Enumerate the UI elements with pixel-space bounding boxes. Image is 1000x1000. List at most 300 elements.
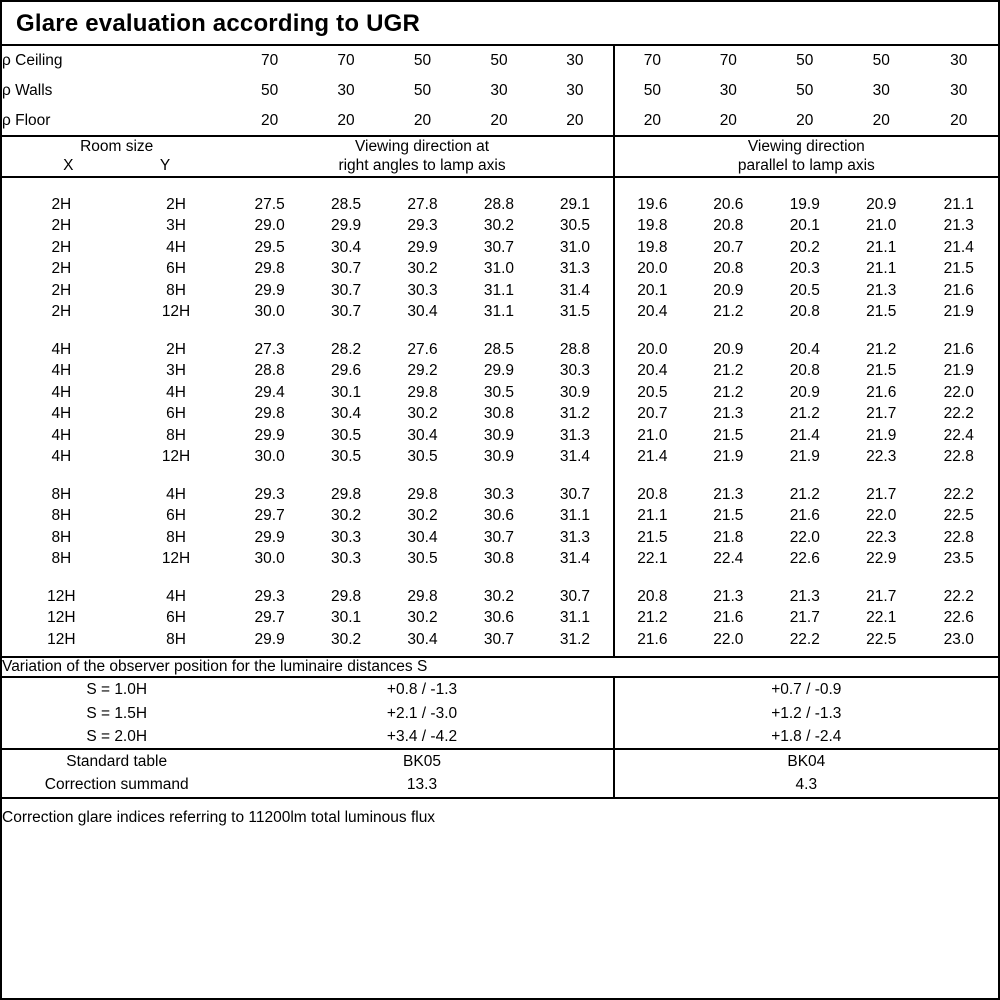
- ugr-value: 29.3: [254, 587, 285, 605]
- room-y: 6H: [166, 609, 186, 626]
- ugr-value: 29.8: [254, 260, 285, 277]
- room-x: 2H: [51, 217, 72, 234]
- table-row: [2, 194, 998, 216]
- ugr-value: 21.6: [614, 629, 690, 658]
- column-header-row: [2, 136, 998, 177]
- ugr-value: 22.4: [713, 550, 744, 567]
- viewing-direction-perpendicular-header: [231, 136, 613, 177]
- reflectance-value: 50: [796, 52, 814, 69]
- ugr-value: 21.1: [943, 195, 974, 213]
- ugr-value: 21.5: [943, 260, 974, 277]
- spacer: [2, 468, 998, 484]
- ugr-value: 28.8: [559, 340, 590, 358]
- reflectance-label: ρ Ceiling: [2, 52, 63, 69]
- ugr-value: 29.9: [254, 281, 285, 299]
- spacer: [2, 570, 998, 586]
- ugr-value: 22.0: [690, 629, 766, 658]
- ugr-value: 30.5: [483, 383, 515, 401]
- variation-note: Variation of the observer position for the luminaire distances S: [2, 657, 998, 677]
- ugr-value: 31.1: [559, 609, 590, 626]
- table-row: [2, 446, 998, 468]
- room-y: 4H: [166, 485, 186, 503]
- reflectance-value: 30: [337, 82, 355, 99]
- table-row: [2, 425, 998, 447]
- ugr-value: 21.6: [789, 507, 820, 524]
- room-x: 4H: [51, 448, 72, 465]
- ugr-value: 22.5: [943, 507, 974, 524]
- ugr-value: 20.5: [789, 281, 820, 299]
- room-x: 8H: [51, 550, 72, 567]
- ugr-value: 20.1: [789, 217, 820, 234]
- ugr-value: 20.7: [713, 238, 744, 256]
- ugr-value: 20.5: [614, 382, 690, 404]
- ugr-value: 29.7: [254, 609, 285, 626]
- variation-labels: [2, 677, 231, 749]
- ugr-value: 21.1: [866, 238, 897, 256]
- ugr-value: 21.0: [614, 425, 690, 447]
- standard-table-value: BK05: [403, 753, 441, 770]
- ugr-value: 21.1: [866, 260, 897, 277]
- ugr-value: 20.2: [789, 238, 820, 256]
- ugr-value: 30.3: [483, 485, 515, 503]
- ugr-value: 30.9: [483, 448, 515, 465]
- ugr-value: 30.2: [308, 629, 384, 658]
- table-row: [2, 629, 998, 658]
- ugr-main-table: [2, 46, 998, 827]
- ugr-value: 22.1: [614, 548, 690, 570]
- dir-perp-line1: Viewing direction at: [354, 138, 490, 155]
- table-row: [2, 339, 998, 361]
- ugr-value: 21.9: [866, 426, 897, 444]
- ugr-value: 21.1: [614, 505, 690, 527]
- ugr-value: 30.7: [559, 485, 590, 503]
- ugr-value: 31.4: [559, 550, 590, 567]
- ugr-value: 20.9: [789, 383, 820, 401]
- ugr-value: 27.6: [407, 340, 438, 358]
- variation-value: +1.2 / -1.3: [771, 704, 842, 722]
- ugr-value: 21.8: [713, 528, 744, 546]
- table-row: [2, 301, 998, 323]
- spacer: [2, 177, 998, 194]
- ugr-value: 21.3: [713, 405, 744, 422]
- ugr-value: 29.8: [407, 485, 438, 503]
- room-y: 8H: [121, 629, 232, 658]
- ugr-value: 21.7: [789, 609, 820, 626]
- ugr-value: 20.6: [713, 195, 744, 213]
- ugr-value: 29.2: [407, 362, 438, 379]
- reflectance-label: ρ Walls: [2, 82, 53, 99]
- ugr-value: 21.7: [866, 405, 897, 422]
- ugr-value: 20.8: [614, 586, 690, 608]
- room-y: 8H: [166, 528, 186, 546]
- ugr-value: 20.9: [713, 340, 744, 358]
- room-x: 8H: [51, 485, 72, 503]
- room-y: 4H: [166, 587, 186, 605]
- ugr-value: 22.2: [943, 587, 974, 605]
- standard-table-labels: [2, 749, 231, 798]
- ugr-value: 23.0: [919, 629, 998, 658]
- room-x: 4H: [51, 405, 72, 422]
- ugr-value: 30.0: [254, 303, 285, 320]
- ugr-value: 22.9: [866, 550, 897, 567]
- ugr-value: 30.6: [483, 609, 515, 626]
- table-row: [2, 548, 998, 570]
- ugr-value: 30.3: [559, 362, 590, 379]
- ugr-value: 23.5: [943, 550, 974, 567]
- ugr-value: 29.6: [330, 362, 362, 379]
- spacer: [2, 323, 998, 339]
- ugr-value: 30.2: [407, 507, 438, 524]
- ugr-value: 22.0: [943, 383, 974, 401]
- ugr-value: 29.4: [254, 383, 285, 401]
- footer-note: Correction glare indices referring to 11200lm total luminous flux: [2, 808, 436, 826]
- ugr-value: 20.8: [713, 217, 744, 234]
- table-row: [2, 215, 998, 237]
- room-x: 12H: [47, 587, 76, 605]
- ugr-value: 20.4: [614, 360, 690, 382]
- ugr-value: 20.8: [614, 484, 690, 506]
- ugr-value: 20.0: [614, 339, 690, 361]
- ugr-value: 28.8: [483, 195, 515, 213]
- ugr-value: 31.2: [537, 629, 613, 658]
- variation-label: S = 1.5H: [86, 704, 148, 722]
- ugr-value: 19.9: [789, 195, 820, 213]
- ugr-value: 21.3: [789, 587, 820, 605]
- ugr-value: 27.3: [254, 340, 285, 358]
- ugr-value: 29.8: [407, 587, 438, 605]
- ugr-value: 22.8: [943, 448, 974, 465]
- ugr-value: 20.8: [713, 260, 744, 277]
- standard-table-label: Standard table: [66, 753, 168, 770]
- reflectance-value: 30: [719, 82, 737, 99]
- ugr-value: 30.4: [384, 629, 460, 658]
- ugr-value: 30.1: [330, 609, 362, 626]
- ugr-value: 30.4: [407, 528, 438, 546]
- ugr-value: 30.2: [483, 217, 515, 234]
- reflectance-value: 50: [872, 52, 890, 69]
- ugr-value: 21.4: [943, 238, 974, 256]
- reflectance-value: 50: [413, 82, 432, 99]
- reflectance-row-ceiling: [2, 46, 998, 76]
- room-x: 2H: [51, 303, 72, 320]
- ugr-value: 31.5: [559, 303, 590, 320]
- ugr-value: 31.2: [559, 405, 590, 422]
- reflectance-value: 50: [413, 52, 432, 69]
- standard-table-row: [2, 749, 998, 798]
- room-x: 8H: [51, 528, 72, 546]
- room-y: 8H: [166, 281, 186, 299]
- variation-label: S = 1.0H: [86, 681, 148, 699]
- ugr-value: 22.0: [789, 528, 820, 546]
- ugr-value: 21.2: [614, 607, 690, 629]
- ugr-value: 29.8: [407, 383, 438, 401]
- ugr-value: 30.3: [330, 550, 362, 567]
- ugr-value: 22.2: [767, 629, 843, 658]
- ugr-value: 27.5: [254, 195, 285, 213]
- ugr-value: 21.5: [866, 362, 897, 379]
- room-y: 6H: [166, 260, 186, 277]
- ugr-value: 21.5: [614, 527, 690, 549]
- room-x: 2H: [51, 195, 72, 213]
- ugr-value: 30.7: [461, 629, 537, 658]
- ugr-value: 28.2: [330, 340, 362, 358]
- room-x: 4H: [51, 383, 72, 401]
- reflectance-value: 30: [872, 82, 890, 99]
- room-x: 4H: [51, 426, 72, 444]
- footer-row: [2, 798, 998, 827]
- reflectance-value: 70: [614, 46, 690, 76]
- ugr-value: 21.6: [713, 609, 744, 626]
- ugr-value: 21.7: [866, 485, 897, 503]
- ugr-value: 21.6: [943, 340, 974, 358]
- reflectance-value: 20: [690, 106, 766, 136]
- room-y: 2H: [166, 195, 186, 213]
- room-x: 4H: [51, 340, 72, 358]
- ugr-value: 30.9: [559, 383, 590, 401]
- ugr-value: 20.4: [789, 340, 820, 358]
- ugr-value: 31.4: [559, 281, 590, 299]
- reflectance-value: 20: [461, 106, 537, 136]
- ugr-value: 20.9: [866, 195, 897, 213]
- reflectance-value: 30: [566, 52, 584, 69]
- room-y: 8H: [166, 426, 186, 444]
- table-row: [2, 403, 998, 425]
- ugr-value: 21.5: [713, 426, 744, 444]
- ugr-value: 29.9: [330, 217, 362, 234]
- reflectance-value: 20: [767, 106, 843, 136]
- room-y: 4H: [166, 238, 186, 256]
- ugr-value: 20.8: [789, 362, 820, 379]
- ugr-value: 21.4: [614, 446, 690, 468]
- room-y: 12H: [161, 550, 191, 567]
- ugr-value: 20.7: [614, 403, 690, 425]
- ugr-value: 30.3: [407, 281, 438, 299]
- ugr-value: 22.3: [866, 448, 897, 465]
- reflectance-value: 20: [614, 106, 690, 136]
- ugr-value: 30.9: [483, 426, 515, 444]
- reflectance-value: 20: [537, 106, 613, 136]
- ugr-value: 30.2: [407, 260, 438, 277]
- variation-value: +3.4 / -4.2: [386, 727, 458, 745]
- ugr-value: 30.2: [407, 405, 438, 422]
- ugr-value: 21.3: [713, 485, 744, 503]
- ugr-value: 28.5: [330, 195, 362, 213]
- reflectance-value: 30: [950, 82, 968, 99]
- variation-value: +2.1 / -3.0: [386, 704, 458, 722]
- dir-perp-line2: right angles to lamp axis: [338, 157, 506, 175]
- ugr-value: 22.2: [943, 485, 974, 503]
- correction-summand-value: 13.3: [406, 776, 438, 794]
- reflectance-value: 70: [719, 52, 737, 69]
- page-title: Glare evaluation according to UGR: [16, 10, 421, 37]
- reflectance-value: 30: [566, 82, 584, 99]
- ugr-value: 21.3: [943, 217, 974, 234]
- ugr-value: 31.1: [483, 303, 515, 320]
- table-row: [2, 505, 998, 527]
- ugr-value: 20.8: [789, 303, 820, 320]
- standard-values-perpendicular: [231, 749, 613, 798]
- ugr-value: 21.2: [789, 485, 820, 503]
- ugr-value: 30.8: [483, 405, 515, 422]
- reflectance-value: 70: [337, 52, 355, 69]
- ugr-value: 20.9: [713, 281, 744, 299]
- room-x: 2H: [51, 281, 72, 299]
- ugr-value: 28.8: [254, 362, 285, 379]
- reflectance-value: 20: [308, 106, 384, 136]
- ugr-value: 30.6: [483, 507, 515, 524]
- ugr-value: 20.1: [614, 280, 690, 302]
- reflectance-value: 30: [950, 52, 968, 69]
- ugr-value: 21.2: [713, 303, 744, 320]
- ugr-value: 21.0: [866, 217, 897, 234]
- reflectance-value: 50: [490, 52, 508, 69]
- ugr-value: 30.4: [330, 405, 362, 422]
- ugr-value: 30.5: [559, 217, 590, 234]
- room-size-header: [2, 136, 231, 177]
- ugr-value: 21.9: [713, 448, 744, 465]
- table-row: [2, 484, 998, 506]
- reflectance-value: 20: [919, 106, 998, 136]
- ugr-value: 21.9: [943, 362, 974, 379]
- ugr-value: 30.7: [330, 281, 362, 299]
- room-y: 12H: [161, 448, 191, 465]
- ugr-value: 22.0: [866, 507, 897, 524]
- reflectance-value: 30: [490, 82, 508, 99]
- ugr-value: 30.0: [254, 448, 285, 465]
- room-y: 3H: [166, 217, 186, 234]
- ugr-value: 28.5: [483, 340, 515, 358]
- reflectance-value: 20: [384, 106, 460, 136]
- ugr-value: 31.0: [483, 260, 515, 277]
- ugr-value: 29.9: [254, 426, 285, 444]
- ugr-value: 21.7: [866, 587, 897, 605]
- ugr-value: 21.9: [943, 303, 974, 320]
- room-size-x-label: X: [63, 157, 74, 175]
- variation-values-parallel: [614, 677, 998, 749]
- variation-note-row: [2, 657, 998, 677]
- ugr-value: 29.9: [407, 238, 438, 256]
- table-row: [2, 237, 998, 259]
- ugr-value: 22.2: [943, 405, 974, 422]
- ugr-value: 29.8: [330, 485, 362, 503]
- ugr-value: 21.2: [866, 340, 897, 358]
- variation-block-row: [2, 677, 998, 749]
- variation-label: S = 2.0H: [86, 727, 148, 745]
- ugr-value: 29.9: [254, 528, 285, 546]
- variation-value: +0.8 / -1.3: [386, 681, 458, 699]
- table-row: [2, 280, 998, 302]
- ugr-value: 21.2: [713, 362, 744, 379]
- ugr-value: 30.3: [330, 528, 362, 546]
- ugr-value: 29.3: [407, 217, 438, 234]
- ugr-value: 31.3: [559, 426, 590, 444]
- ugr-value: 30.1: [330, 383, 362, 401]
- ugr-value: 30.5: [407, 550, 438, 567]
- ugr-value: 22.6: [943, 609, 974, 626]
- viewing-direction-parallel-header: [614, 136, 998, 177]
- ugr-value: 21.6: [866, 383, 897, 401]
- ugr-value: 22.1: [866, 609, 897, 626]
- reflectance-row-floor: [2, 106, 998, 136]
- ugr-value: 30.4: [407, 303, 438, 320]
- ugr-value: 30.0: [254, 550, 285, 567]
- standard-table-value: BK04: [787, 753, 826, 770]
- ugr-value: 21.4: [789, 426, 820, 444]
- ugr-value: 29.5: [254, 238, 285, 256]
- room-x: 12H: [2, 629, 121, 658]
- room-size-title: Room size: [80, 138, 154, 155]
- room-size-y-label: Y: [159, 157, 171, 175]
- reflectance-value: 50: [614, 76, 690, 106]
- reflectance-value: 20: [231, 106, 307, 136]
- room-x: 2H: [51, 238, 72, 256]
- ugr-value: 29.9: [231, 629, 307, 658]
- ugr-value: 21.5: [713, 507, 744, 524]
- table-row: [2, 258, 998, 280]
- ugr-value: 22.4: [943, 426, 974, 444]
- ugr-value: 22.3: [866, 528, 897, 546]
- ugr-value: 31.1: [483, 281, 515, 299]
- table-row: [2, 607, 998, 629]
- reflectance-row-walls: [2, 76, 998, 106]
- table-row: [2, 382, 998, 404]
- ugr-value: 29.7: [254, 507, 285, 524]
- ugr-value: 27.8: [407, 195, 438, 213]
- reflectance-value: 70: [260, 52, 279, 69]
- ugr-value: 30.7: [483, 238, 515, 256]
- room-x: 4H: [51, 362, 72, 379]
- variation-value: +1.8 / -2.4: [771, 727, 842, 745]
- ugr-value: 20.3: [789, 260, 820, 277]
- ugr-value: 20.4: [614, 301, 690, 323]
- ugr-value: 30.5: [330, 426, 362, 444]
- correction-summand-value: 4.3: [795, 776, 818, 794]
- room-x: 2H: [51, 260, 72, 277]
- ugr-value: 22.5: [843, 629, 919, 658]
- ugr-value: 21.6: [943, 281, 974, 299]
- ugr-value: 30.7: [330, 260, 362, 277]
- ugr-value: 22.8: [943, 528, 974, 546]
- ugr-value: 30.4: [407, 426, 438, 444]
- room-y: 4H: [166, 383, 186, 401]
- room-y: 12H: [161, 303, 191, 320]
- ugr-value: 19.8: [614, 237, 690, 259]
- room-x: 12H: [47, 609, 76, 626]
- ugr-value: 30.7: [330, 303, 362, 320]
- ugr-value: 31.1: [559, 507, 590, 524]
- ugr-value: 29.8: [254, 405, 285, 422]
- table-row: [2, 586, 998, 608]
- ugr-value: 30.5: [407, 448, 438, 465]
- ugr-value: 31.4: [559, 448, 590, 465]
- room-x: 8H: [51, 507, 72, 524]
- ugr-value: 30.2: [407, 609, 438, 626]
- ugr-value: 21.3: [713, 587, 744, 605]
- ugr-value: 21.3: [866, 281, 897, 299]
- ugr-value: 29.9: [483, 362, 515, 379]
- ugr-value: 29.8: [330, 587, 362, 605]
- room-y: 6H: [166, 405, 186, 422]
- dir-par-line2: parallel to lamp axis: [737, 157, 875, 175]
- standard-values-parallel: [614, 749, 998, 798]
- ugr-value: 29.0: [254, 217, 285, 234]
- ugr-value: 19.6: [614, 194, 690, 216]
- ugr-value: 30.2: [330, 507, 362, 524]
- table-row: [2, 527, 998, 549]
- correction-summand-label: Correction summand: [44, 776, 189, 794]
- ugr-value: 29.3: [254, 485, 285, 503]
- table-row: [2, 360, 998, 382]
